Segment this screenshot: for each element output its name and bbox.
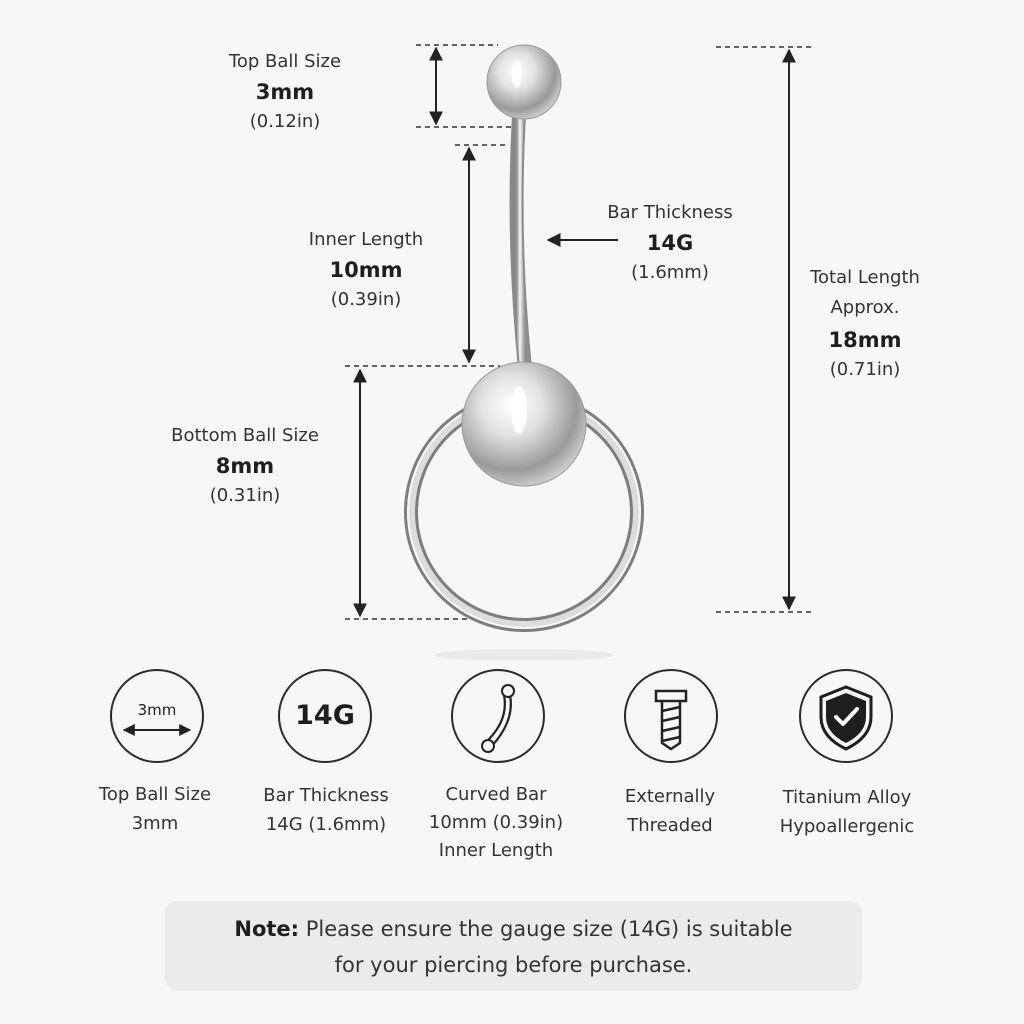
feature-material-caption <box>752 783 942 841</box>
feature-line: Inner Length <box>438 840 554 861</box>
top-ball-label <box>195 47 375 137</box>
feature-top-ball-caption <box>60 780 250 838</box>
note-text-1: Please ensure the gauge size (14G) is suitable <box>305 917 793 941</box>
inner-length-imperial: (0.39in) <box>330 289 402 310</box>
feature-line: Hypoallergenic <box>779 816 915 837</box>
bottom-ball-imperial: (0.31in) <box>209 485 281 506</box>
bottom-ball-value: 8mm <box>215 454 275 478</box>
total-length-title: Total Length <box>810 267 920 288</box>
inner-length-title: Inner Length <box>308 229 424 250</box>
dimension-arrows <box>360 48 789 616</box>
curved-bar-icon <box>451 669 545 763</box>
inner-length-value: 10mm <box>329 258 403 282</box>
feature-line: Top Ball Size <box>98 784 212 805</box>
inner-length-label <box>276 225 456 315</box>
note-box <box>165 901 862 991</box>
feature-line: Titanium Alloy <box>782 787 912 808</box>
screw-icon <box>624 669 718 763</box>
feature-line: Externally <box>624 786 716 807</box>
top-ball-title: Top Ball Size <box>228 51 342 72</box>
note-line-1 <box>165 911 862 947</box>
bottom-ball-label <box>150 421 340 511</box>
shield-check-icon <box>799 669 893 763</box>
feature-line: Bar Thickness <box>263 785 389 806</box>
feature-line: Curved Bar <box>445 784 547 805</box>
feature-line: 14G (1.6mm) <box>265 814 387 835</box>
total-length-approx: Approx. <box>830 297 900 318</box>
feature-line: 3mm <box>131 813 179 834</box>
top-ball-imperial: (0.12in) <box>249 111 321 132</box>
bar-thickness-value: 14G <box>646 231 694 255</box>
feature-bar-thickness-caption <box>231 781 421 839</box>
ruler-icon-text: 3mm <box>137 701 177 719</box>
gauge-icon <box>278 669 372 763</box>
bar-thickness-label <box>580 198 760 288</box>
total-length-value: 18mm <box>828 328 902 352</box>
reflection <box>434 649 614 660</box>
ruler-arrow-icon <box>110 669 204 763</box>
feature-line: 10mm (0.39in) <box>428 812 564 833</box>
gauge-icon-text: 14G <box>295 700 355 731</box>
bar-thickness-imperial: (1.6mm) <box>631 262 709 283</box>
top-ball <box>487 45 561 119</box>
bar-thickness-title: Bar Thickness <box>607 202 733 223</box>
feature-threaded-caption <box>575 782 765 840</box>
bottom-ball-title: Bottom Ball Size <box>171 425 319 446</box>
top-ball-value: 3mm <box>255 80 315 104</box>
total-length-imperial: (0.71in) <box>829 359 901 380</box>
note-prefix: Note: <box>234 917 300 941</box>
note-line-2: for your piercing before purchase. <box>334 953 693 977</box>
feature-line: Threaded <box>627 815 713 836</box>
total-length-label <box>780 263 950 385</box>
feature-curved-bar-caption <box>401 781 591 865</box>
